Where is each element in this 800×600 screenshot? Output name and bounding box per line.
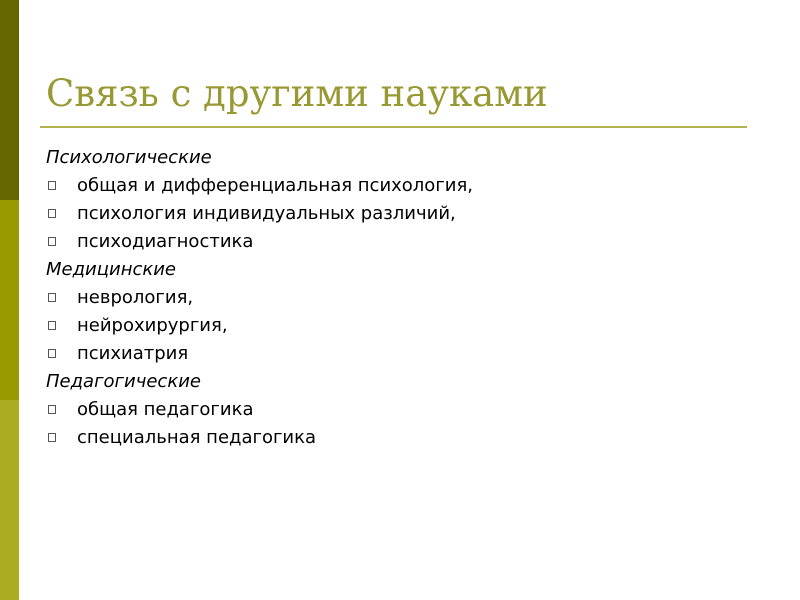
- list-item-text: психодиагностика: [77, 231, 254, 252]
- list-item: [46, 340, 766, 368]
- list-item-text: нейрохирургия,: [77, 315, 228, 336]
- slide-title: Связь с другими науками: [46, 72, 548, 115]
- group-heading-pedagogical: Педагогические: [46, 371, 201, 392]
- square-bullet-icon: [48, 321, 56, 330]
- title-underline: [40, 126, 747, 128]
- list-item-text: неврология,: [77, 287, 194, 308]
- list-item-text: психология индивидуальных различий,: [77, 203, 456, 224]
- square-bullet-icon: [48, 433, 56, 442]
- square-bullet-icon: [48, 181, 56, 190]
- slide-content: [46, 144, 766, 452]
- group-heading-medical: Медицинские: [46, 259, 177, 280]
- list-item: [46, 424, 766, 452]
- square-bullet-icon: [48, 405, 56, 414]
- side-bar-segment-middle: [0, 200, 19, 400]
- list-item: [46, 312, 766, 340]
- list-item: [46, 228, 766, 256]
- side-bar-segment-bottom: [0, 400, 19, 600]
- side-accent-bar: [0, 0, 19, 600]
- group-heading-psychological: Психологические: [46, 147, 212, 168]
- list-item: [46, 172, 766, 200]
- list-item-text: общая и дифференциальная психология,: [77, 175, 474, 196]
- list-item: [46, 284, 766, 312]
- square-bullet-icon: [48, 349, 56, 358]
- square-bullet-icon: [48, 209, 56, 218]
- list-item-text: психиатрия: [77, 343, 189, 364]
- list-item-text: специальная педагогика: [77, 427, 317, 448]
- square-bullet-icon: [48, 293, 56, 302]
- list-item: [46, 396, 766, 424]
- list-item-text: общая педагогика: [77, 399, 254, 420]
- side-bar-segment-top: [0, 0, 19, 200]
- square-bullet-icon: [48, 237, 56, 246]
- list-item: [46, 200, 766, 228]
